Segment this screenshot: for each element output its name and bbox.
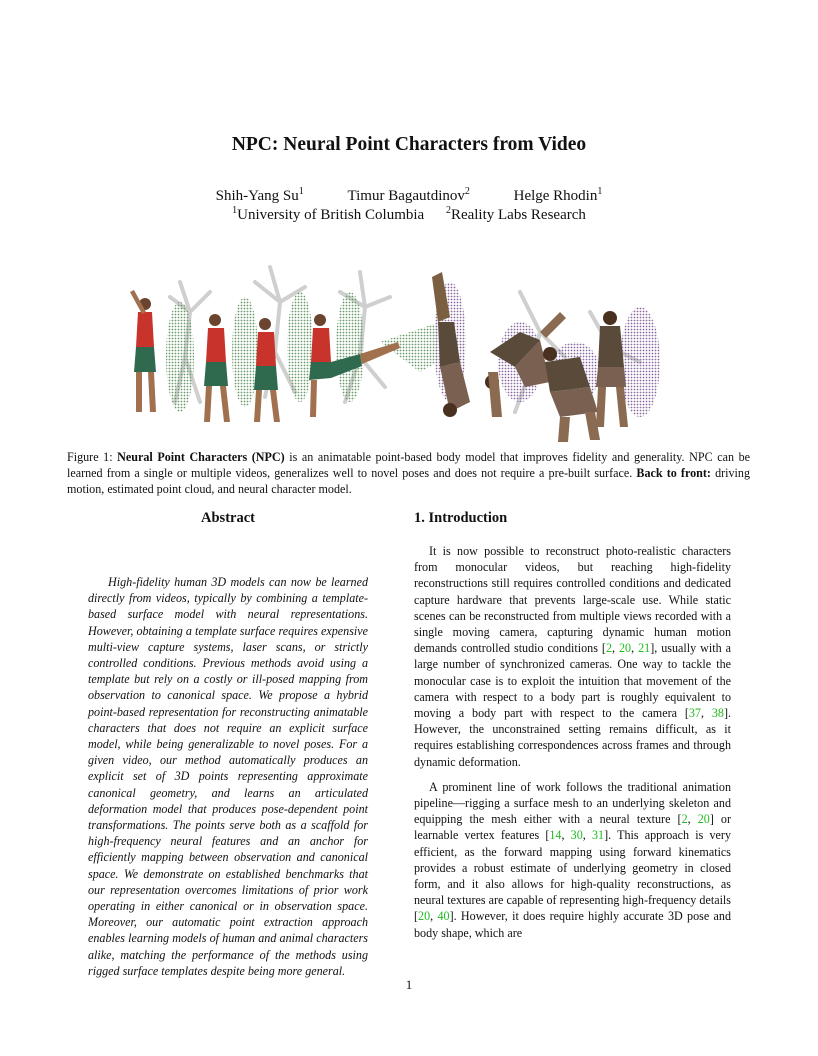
affiliation: $^2$Reality Labs Research [445, 205, 586, 223]
citation-link[interactable]: 31 [591, 828, 605, 843]
citation-link[interactable]: 2 [605, 641, 612, 656]
page-number: 1 [405, 977, 413, 992]
citation-link[interactable]: 20 [697, 812, 710, 827]
citation-link[interactable]: 30 [570, 828, 583, 843]
citation-link[interactable]: 14 [549, 828, 562, 843]
introduction-heading: 1. Introduction [414, 510, 508, 526]
author: Helge Rhodin$^1$ [513, 186, 603, 204]
character [130, 290, 156, 412]
character [204, 314, 230, 422]
abstract-paragraph: High-fidelity human 3D models can now be learned directly from videos, typically by combining a template-based surface model with neural representations. However, obtaining a template surface requires expensive multi-view capture systems, laser scans, or strictly controlled conditions. Previous methods avoid using a template but rely on a costly or ill-posed mapping from observation to canonical space. We propose a hybrid point-based representation for reconstructing animatable characters that does not require an explicit surface model, while being generalizable to novel poses. For a given video, our method automatically produces an explicit set of 3D points representing approximate canonical geometry, and learns an articulated deformation model that produces pose-dependent point transformations. The points serve both as a scaffold for high-frequency neural features and an anchor for efficiently mapping between observation and canonical space. We demonstrate on established benchmarks that our representation overcomes limitations of prior work operating in either canonical or in observation space. Moreover, our automatic point extraction approach enables learning models of human and animal characters alike, matching the performance of the methods using rigged surface templates despite being more general. [88, 575, 368, 978]
affiliation-list [0, 207, 818, 224]
abstract-body [88, 574, 368, 979]
author-list [0, 188, 818, 205]
character [596, 311, 628, 427]
figure-caption: Figure 1: Neural Point Characters (NPC) is an animatable point-based body model that improves fidelity and generality. NPC can be learned from a single or multiple videos, generalizes well to novel poses and does not require a pre-built surface. Back to front: driving motion, estimated point cloud, and neural character model. [67, 450, 750, 497]
citation-link[interactable]: 2 [681, 812, 688, 827]
citation-link[interactable]: 20 [418, 909, 431, 924]
citation-link[interactable]: 40 [437, 909, 450, 924]
author: Shih-Yang Su$^1$ [215, 186, 304, 204]
intro-paragraph: It is now possible to reconstruct photo-realistic characters from monocular videos, but reaching high-fidelity reconstructions still requires controlled conditions and dedicated capture hardware that prevents large-scale use. While static scenes can be reconstructed from multiple views recorded with a single moving camera, capturing dynamic human motion demands controlled studio conditions [2, 20, 21], usually with a large number of synchronized cameras. One way to tackle the monocular case is to exploit the intuition that movement of the camera with respect to a body part is roughly equivalent to moving a body part with respect to the camera [37, 38]. However, the unconstrained setting remains difficult, as it requires establishing correspondences across frames and through dynamic deformation. [414, 544, 732, 769]
affiliation: $^1$University of British Columbia [232, 205, 425, 223]
introduction-body [414, 543, 731, 950]
citation-link[interactable]: 21 [638, 641, 651, 656]
author: Timur Bagautdinov$^2$ [347, 186, 470, 204]
intro-paragraph: A prominent line of work follows the traditional animation pipeline—rigging a surface mesh to an underlying skeleton and equipping the mesh either with a neural texture [2, 20] or learnable vertex features [14, 30, 31]. This approach is very efficient, as the forward mapping using forward kinematics provides a robust estimate of underlying geometry in closed form, and it also allows for high-quality reconstructions, as neural textures are capable of representing high-frequency details [20, 40]. However, it does require highly accurate 3D pose and body shape, which are [414, 779, 731, 940]
teaser-figure [120, 262, 720, 452]
citation-link[interactable]: 37 [688, 706, 701, 721]
citation-link[interactable]: 38 [711, 706, 724, 721]
citation-link[interactable]: 20 [619, 641, 632, 656]
abstract-heading: Abstract [201, 510, 255, 526]
paper-title: NPC: Neural Point Characters from Video [231, 134, 587, 155]
